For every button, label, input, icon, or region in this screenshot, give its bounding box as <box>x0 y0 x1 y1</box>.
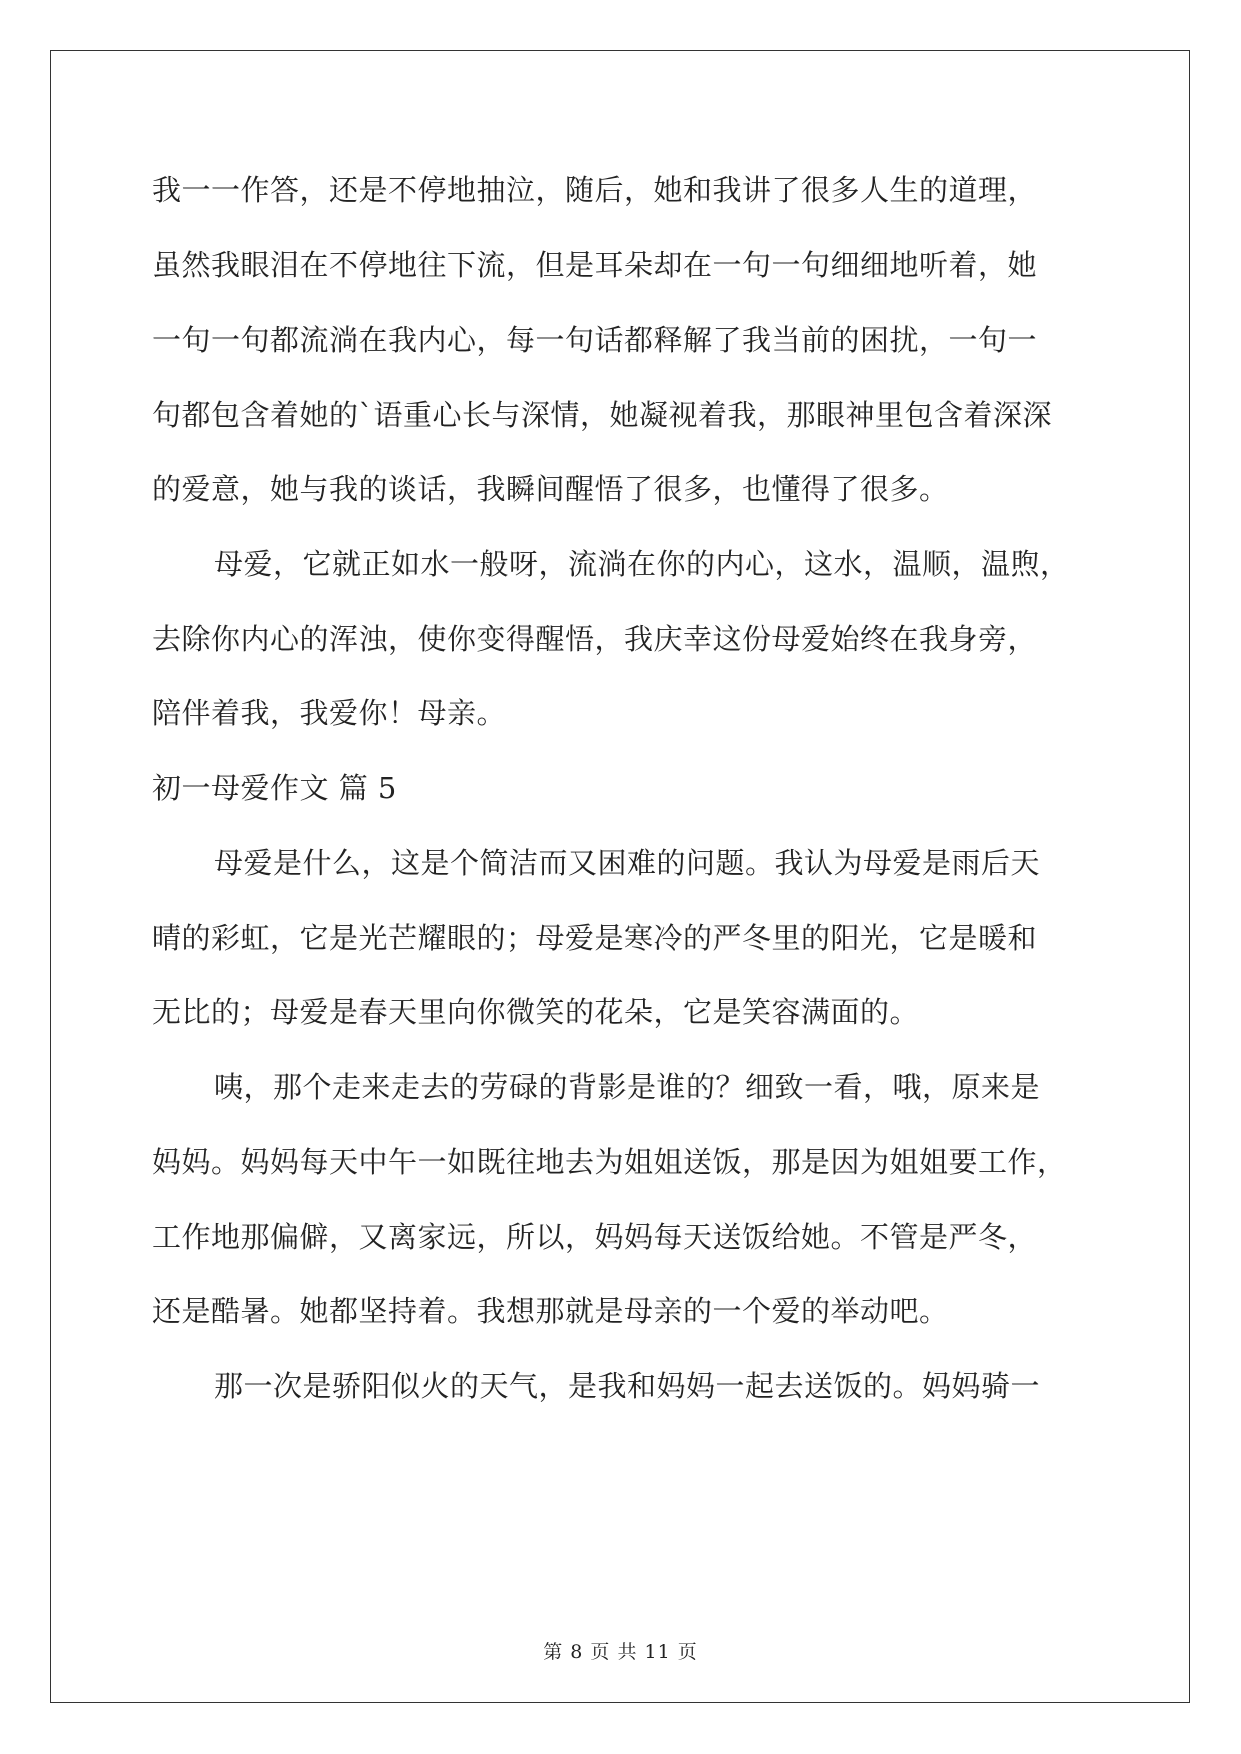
page-number: 第 8 页 共 11 页 <box>543 1641 698 1663</box>
section-heading: 初一母爱作文 篇 5 <box>152 771 397 805</box>
text-line: 还是酷暑。她都坚持着。我想那就是母亲的一个爱的举动吧。 <box>152 1294 949 1328</box>
text-line: 的爱意，她与我的谈话，我瞬间醒悟了很多，也懂得了很多。 <box>152 472 949 506</box>
paragraph-start-line: 母爱是什么，这是个简洁而又困难的问题。我认为母爱是雨后天 <box>214 846 1041 880</box>
paragraph-start-line: 母爱，它就正如水一般呀，流淌在你的内心，这水，温顺，温煦， <box>214 547 1070 581</box>
text-line: 一句一句都流淌在我内心，每一句话都释解了我当前的困扰，一句一 <box>152 323 1038 357</box>
text-line: 去除你内心的浑浊，使你变得醒悟，我庆幸这份母爱始终在我身旁， <box>152 622 1038 656</box>
text-line: 句都包含着她的`语重心长与深情，她凝视着我，那眼神里包含着深深 <box>152 398 1053 432</box>
text-line: 我一一作答，还是不停地抽泣，随后，她和我讲了很多人生的道理， <box>152 173 1038 207</box>
text-line: 无比的；母爱是春天里向你微笑的花朵，它是笑容满面的。 <box>152 995 920 1029</box>
paragraph-start-line: 咦，那个走来走去的劳碌的背影是谁的？细致一看，哦，原来是 <box>214 1070 1041 1104</box>
text-line: 妈妈。妈妈每天中午一如既往地去为姐姐送饭，那是因为姐姐要工作， <box>152 1145 1067 1179</box>
text-line: 工作地那偏僻，又离家远，所以，妈妈每天送饭给她。不管是严冬， <box>152 1220 1038 1254</box>
text-line: 陪伴着我，我爱你！母亲。 <box>152 696 507 730</box>
text-line: 虽然我眼泪在不停地往下流，但是耳朵却在一句一句细细地听着，她 <box>152 248 1038 282</box>
text-line: 晴的彩虹，它是光芒耀眼的；母爱是寒冷的严冬里的阳光，它是暖和 <box>152 921 1038 955</box>
paragraph-start-line: 那一次是骄阳似火的天气，是我和妈妈一起去送饭的。妈妈骑一 <box>214 1369 1041 1403</box>
